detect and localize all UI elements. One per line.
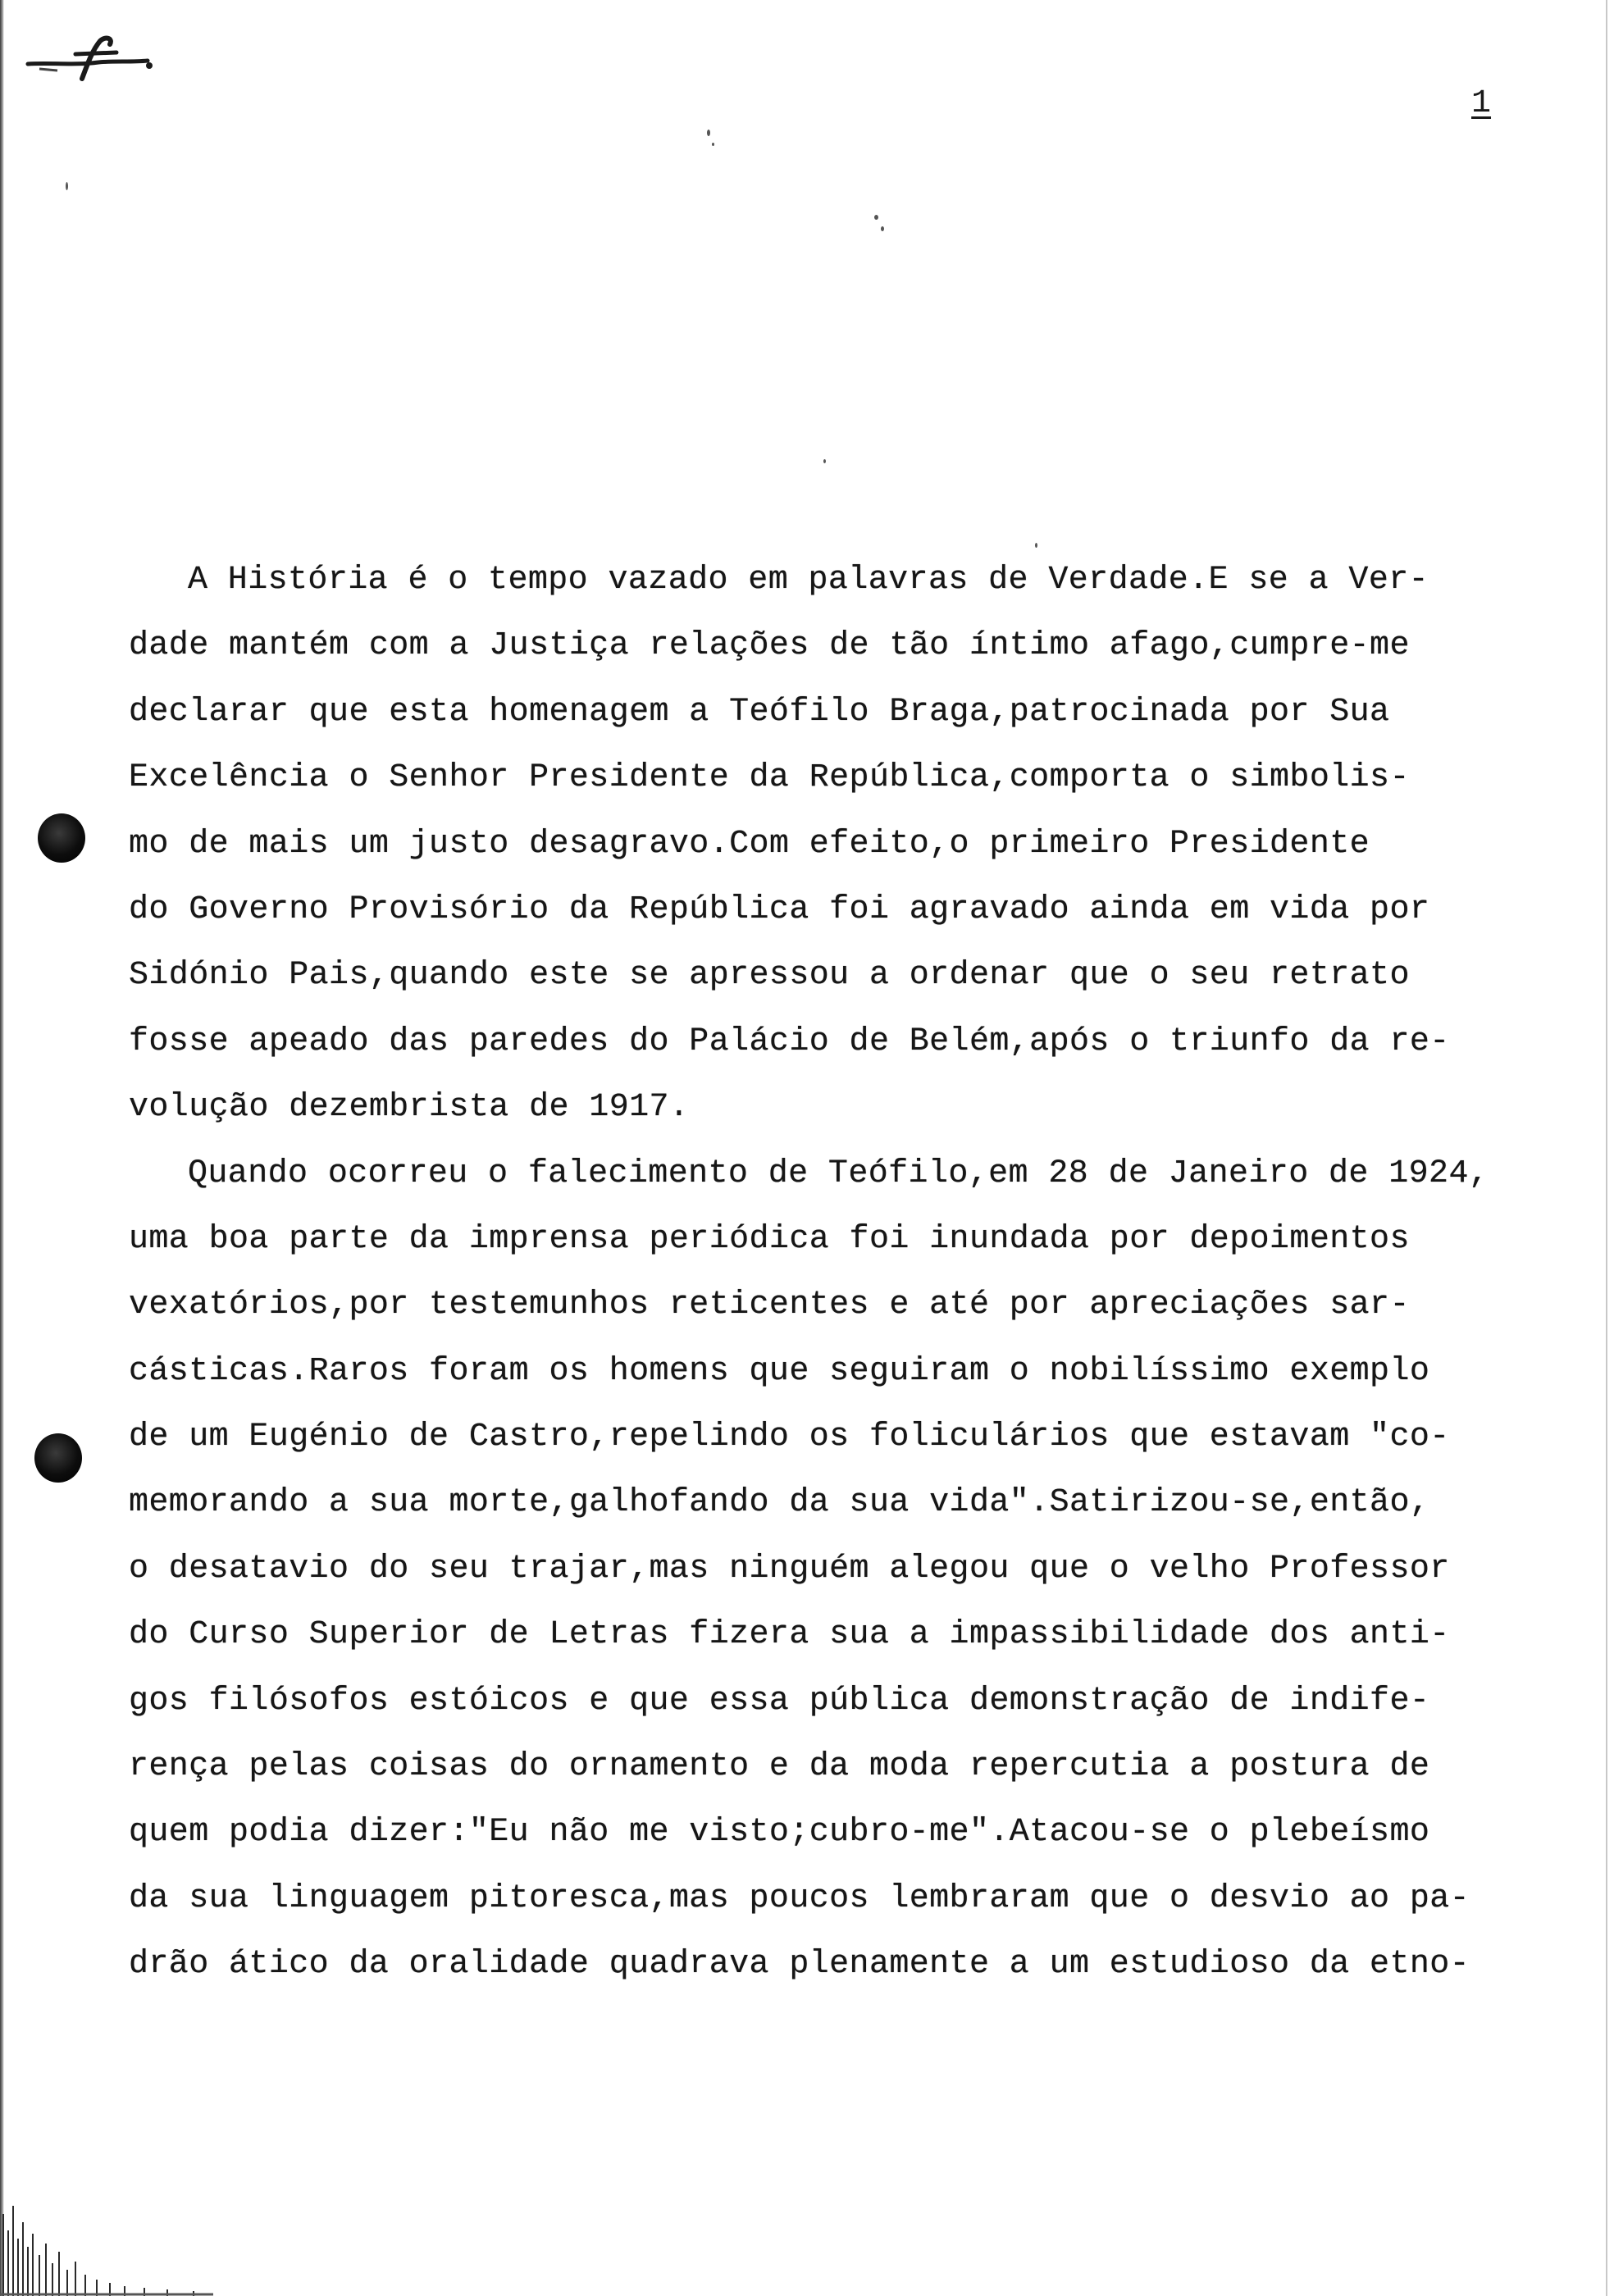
scan-speck [66, 182, 68, 190]
paragraph-1 [129, 548, 1589, 1141]
body-text-line: dade mantém com a Justiça relações de tão íntimo afago,cumpre-me [129, 627, 1410, 665]
scan-speck [881, 226, 884, 231]
scan-speck [712, 143, 714, 146]
body-text-line: drão ático da oralidade quadrava plenamente a um estudioso da etno- [129, 1946, 1470, 1984]
body-text-line: de um Eugénio de Castro,repelindo os foliculários que estavam "co- [129, 1419, 1450, 1456]
body-text-line: o desatavio do seu trajar,mas ninguém alegou que o velho Professor [129, 1550, 1450, 1588]
body-text-line: declarar que esta homenagem a Teófilo Braga,patrocinada por Sua [129, 693, 1390, 731]
body-text-line: uma boa parte da imprensa periódica foi inundada por depoimentos [129, 1220, 1410, 1258]
scan-speck [874, 215, 878, 220]
body-text-line: memorando a sua morte,galhofando da sua vida".Satirizou-se,então, [129, 1484, 1430, 1522]
paragraph-2 [129, 1141, 1589, 1998]
body-text-line: rença pelas coisas do ornamento e da moda repercutia a postura de [129, 1748, 1430, 1786]
scan-noise [0, 2198, 213, 2296]
punch-hole [38, 813, 85, 863]
page-number: 1 [1471, 85, 1492, 122]
document-body [129, 548, 1589, 1998]
body-text-line: Sidónio Pais,quando este se apressou a ordenar que o seu retrato [129, 957, 1410, 995]
body-text-line: fosse apeado das paredes do Palácio de Belém,após o triunfo da re- [129, 1023, 1450, 1060]
scan-right-edge [1606, 0, 1607, 2296]
body-text-line: mo de mais um justo desagravo.Com efeito,o primeiro Presidente [129, 825, 1370, 863]
body-text-line: volução dezembrista de 1917. [129, 1089, 690, 1127]
scan-left-edge [0, 0, 4, 2296]
body-text-line: do Governo Provisório da República foi agravado ainda em vida por [129, 891, 1430, 928]
body-text-line: cásticas.Raros foram os homens que seguiram o nobilíssimo exemplo [129, 1352, 1430, 1390]
body-text-line: da sua linguagem pitoresca,mas poucos lembraram que o desvio ao pa- [129, 1879, 1470, 1917]
body-text-line: quem podia dizer:"Eu não me visto;cubro-me".Atacou-se o plebeísmo [129, 1814, 1430, 1852]
body-text-line: do Curso Superior de Letras fizera sua a impassibilidade dos anti- [129, 1616, 1450, 1654]
body-text-line: Quando ocorreu o falecimento de Teófilo,em 28 de Janeiro de 1924, [188, 1155, 1489, 1192]
punch-hole [34, 1433, 82, 1483]
body-text-line: A História é o tempo vazado em palavras de Verdade.E se a Ver- [188, 562, 1429, 599]
scan-speck [823, 459, 826, 463]
handwritten-mark [25, 30, 156, 87]
body-text-line: vexatórios,por testemunhos reticentes e até por apreciações sar- [129, 1287, 1410, 1324]
body-text-line: gos filósofos estóicos e que essa pública demonstração de indife- [129, 1682, 1430, 1720]
body-text-line: Excelência o Senhor Presidente da República,comporta o simbolis- [129, 759, 1410, 797]
scan-speck [707, 130, 710, 136]
